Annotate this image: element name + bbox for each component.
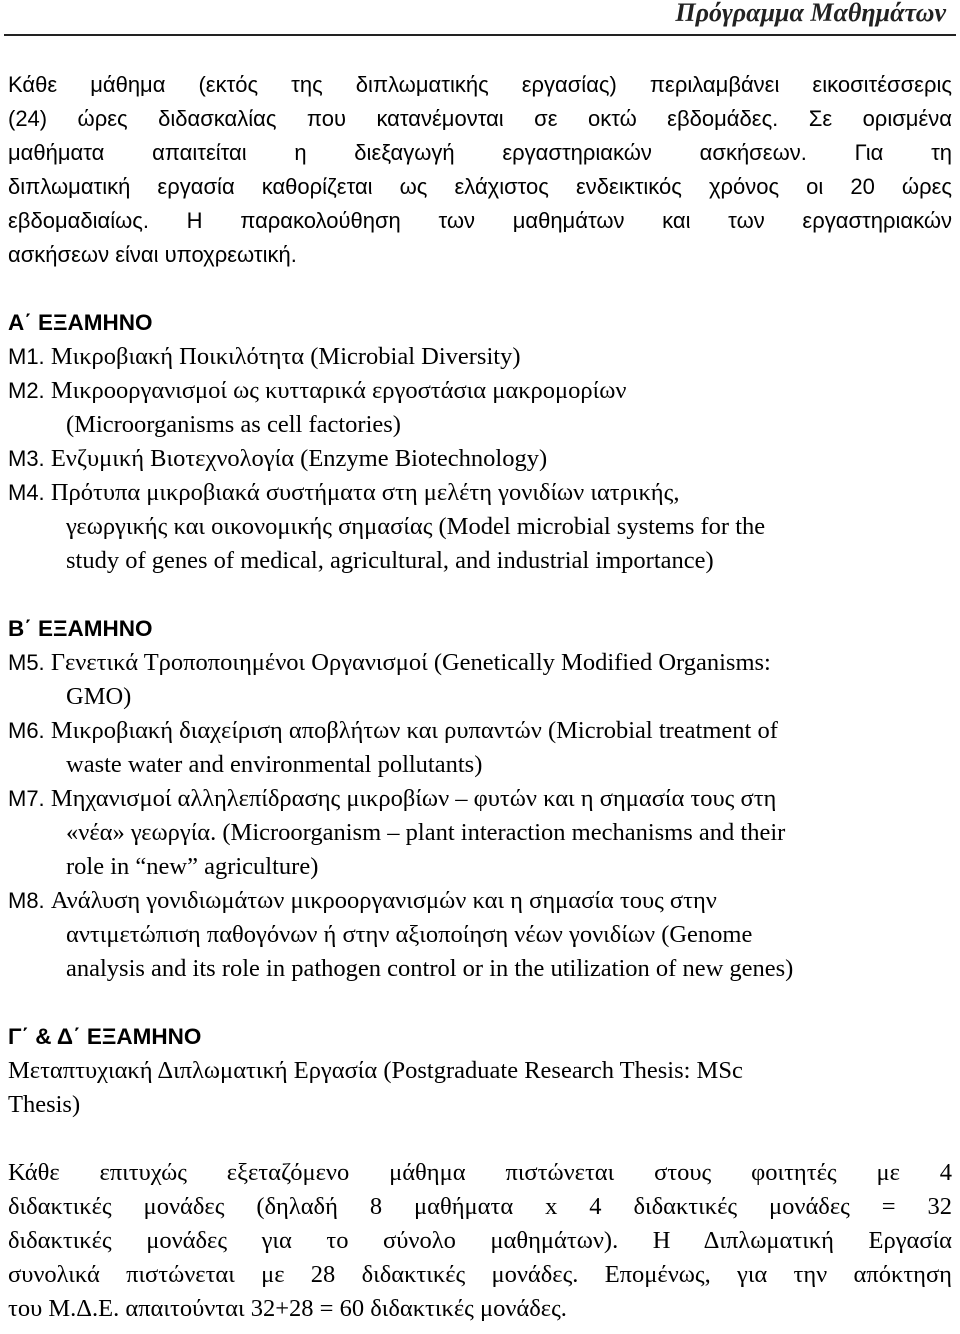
- course-number: M8.: [8, 888, 45, 913]
- thesis-line: Μεταπτυχιακή Διπλωματική Εργασία (Postgraduate Research Thesis: MSc: [8, 1057, 743, 1084]
- course-title: Μικροβιακή διαχείριση αποβλήτων και ρυπαντών (Microbial treatment of: [50, 717, 778, 744]
- credits-line: συνολικά πιστώνεται με 28 διδακτικές μονάδες. Επομένως, για την απόκτηση: [8, 1261, 952, 1288]
- intro-line: διπλωματική εργασία καθορίζεται ως ελάχιστος ενδεικτικός χρόνος οι 20 ώρες: [8, 174, 952, 199]
- intro-line: (24) ώρες διδασκαλίας που κατανέμονται σε οκτώ εβδομάδες. Σε ορισμένα: [8, 106, 952, 131]
- intro-line: εβδομαδιαίως. Η παρακολούθηση των μαθημάτων και των εργαστηριακών: [8, 208, 952, 233]
- course-title: Μηχανισμοί αλληλεπίδρασης μικροβίων – φυτών και η σημασία τους στη: [50, 785, 777, 812]
- course-title-continued: GMO): [66, 683, 132, 710]
- page-title: Πρόγραμμα Μαθημάτων: [675, 0, 946, 27]
- course-m2: [8, 376, 626, 406]
- course-number: M6.: [8, 718, 45, 743]
- course-number: M1.: [8, 344, 45, 369]
- course-m3: [8, 444, 547, 474]
- course-title-continued: waste water and environmental pollutants): [66, 751, 483, 778]
- course-title-continued: «νέα» γεωργία. (Microorganism – plant interaction mechanisms and their: [66, 819, 786, 846]
- course-title: Μικροβιακή Ποικιλότητα (Microbial Diversity): [50, 343, 521, 370]
- course-number: M4.: [8, 480, 45, 505]
- credits-line: Κάθε επιτυχώς εξεταζόμενο μάθημα πιστώνεται στους φοιτητές με 4: [8, 1159, 952, 1186]
- header-divider: [4, 34, 956, 36]
- course-number: M2.: [8, 378, 45, 403]
- course-m8: [8, 886, 717, 916]
- semester-b-heading: Β΄ ΕΞΑΜΗΝΟ: [8, 616, 153, 641]
- credits-line: του Μ.Δ.Ε. απαιτούνται 32+28 = 60 διδακτικές μονάδες.: [8, 1295, 567, 1322]
- semester-a-heading: Α΄ ΕΞΑΜΗΝΟ: [8, 310, 153, 335]
- course-number: M5.: [8, 650, 45, 675]
- intro-line: Κάθε μάθημα (εκτός της διπλωματικής εργασίας) περιλαμβάνει εικοσιτέσσερις: [8, 72, 952, 97]
- course-title-continued: role in “new” agriculture): [66, 853, 319, 880]
- intro-line: ασκήσεων είναι υποχρεωτική.: [8, 242, 297, 267]
- course-number: M7.: [8, 786, 45, 811]
- course-title-continued: study of genes of medical, agricultural, and industrial importance): [66, 547, 714, 574]
- course-m5: [8, 648, 771, 678]
- course-title-continued: analysis and its role in pathogen control or in the utilization of new genes): [66, 955, 794, 982]
- course-title: Πρότυπα μικροβιακά συστήματα στη μελέτη γονιδίων ιατρικής,: [50, 479, 680, 506]
- course-title-continued: γεωργικής και οικονομικής σημασίας (Model microbial systems for the: [66, 513, 766, 540]
- course-m6: [8, 716, 778, 746]
- intro-line: μαθήματα απαιτείται η διεξαγωγή εργαστηριακών ασκήσεων. Για τη: [8, 140, 952, 165]
- course-m4: [8, 478, 679, 508]
- credits-line: διδακτικές μονάδες για το σύνολο μαθημάτων). Η Διπλωματική Εργασία: [8, 1227, 952, 1254]
- course-number: M3.: [8, 446, 45, 471]
- thesis-line: Thesis): [8, 1091, 81, 1118]
- credits-line: διδακτικές μονάδες (δηλαδή 8 μαθήματα x 4 διδακτικές μονάδες = 32: [8, 1193, 952, 1220]
- course-m1: [8, 342, 521, 372]
- course-title: Γενετικά Τροποποιημένοι Οργανισμοί (Genetically Modified Organisms:: [50, 649, 771, 676]
- course-title-continued: αντιμετώπιση παθογόνων ή στην αξιοποίηση νέων γονιδίων (Genome: [66, 921, 753, 948]
- course-m7: [8, 784, 776, 814]
- course-title: Ενζυμική Βιοτεχνολογία (Enzyme Biotechnology): [50, 445, 548, 472]
- course-title: Ανάλυση γονιδιωμάτων μικροοργανισμών και η σημασία τους στην: [50, 887, 717, 914]
- course-title: Μικροοργανισμοί ως κυτταρικά εργοστάσια μακρομορίων: [50, 377, 627, 404]
- course-title-continued: (Microorganisms as cell factories): [66, 411, 401, 438]
- semester-cd-heading: Γ΄ & Δ΄ ΕΞΑΜΗΝΟ: [8, 1024, 202, 1049]
